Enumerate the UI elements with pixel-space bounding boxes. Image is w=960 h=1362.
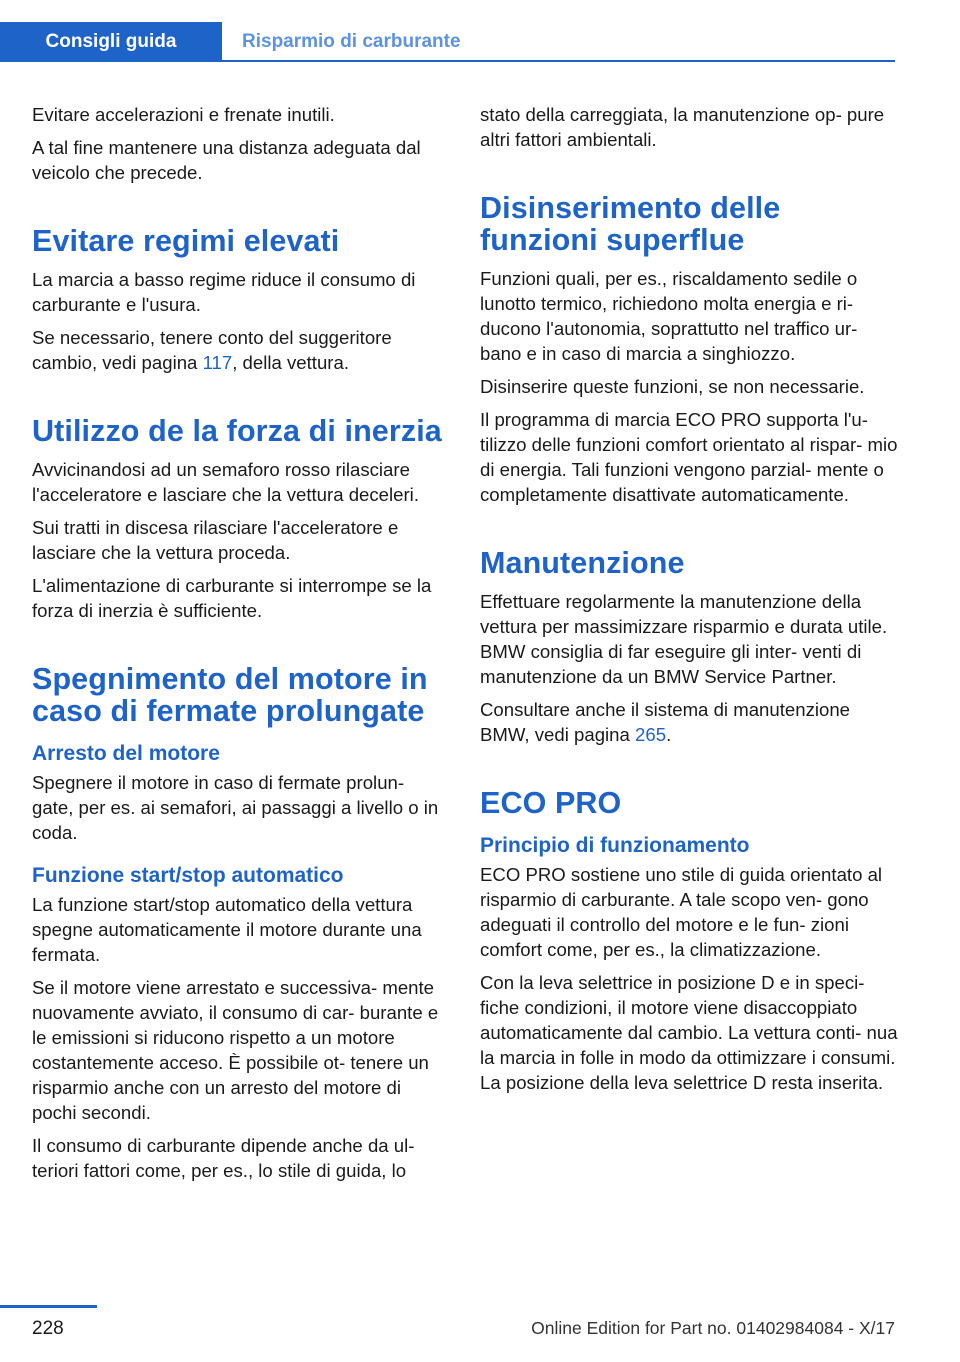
page-number: 228	[32, 1318, 64, 1339]
paragraph: La marcia a basso regime riduce il consumo di carburante e l'usura.	[32, 269, 416, 315]
paragraph: La funzione start/stop automatico della vettura spegne automaticamente il motore durante una fermata.	[32, 894, 422, 965]
heading-spegnimento: Spegnimento del motore in caso di fermate prolungate	[32, 662, 428, 728]
paragraph	[480, 697, 900, 747]
page-header	[0, 22, 895, 64]
subsection-tab[interactable]: Risparmio di carburante	[242, 31, 461, 52]
paragraph: ECO PRO sostiene uno stile di guida orientato al risparmio di carburante. A tale scopo ven‐ gono adeguati il controllo del motore e le fun‐ zioni comfort come, per es., la climatizzazione.	[480, 864, 883, 960]
paragraph: L'alimentazione di carburante si interrompe se la forza di inerzia è sufficiente.	[32, 575, 432, 621]
paragraph: Avvicinandosi ad un semaforo rosso rilasciare l'acceleratore e lasciare che la vettura deceleri.	[32, 459, 419, 505]
heading-funzioni: Disinserimento delle funzioni superflue	[480, 191, 781, 257]
footer-divider	[0, 1305, 97, 1308]
paragraph: Con la leva selettrice in posizione D e in speci‐ fiche condizioni, il motore viene disaccoppiato automaticamente dal cambio. La vettura conti‐ nua la marcia in folle in modo da ottimizzare i consumi. La posizione della leva selettrice D resta inserita.	[480, 972, 898, 1093]
page-link-117[interactable]: 117	[202, 352, 233, 373]
header-divider	[0, 60, 895, 62]
heading-inerzia: Utilizzo de la forza di inerzia	[32, 414, 442, 448]
paragraph: Sui tratti in discesa rilasciare l'acceleratore e lasciare che la vettura proceda.	[32, 517, 399, 563]
paragraph: Spegnere il motore in caso di fermate prolun‐ gate, per es. ai semafori, ai passaggi a livello o in coda.	[32, 772, 439, 843]
paragraph: Se il motore viene arrestato e successiva‐ mente nuovamente avviato, il consumo di car‐ burante e le emissioni si riducono rispetto a un motore costantemente acceso. È possibile ot‐ tenere un risparmio anche con un arresto del motore di pochi secondi.	[32, 977, 439, 1123]
text: Consultare anche il sistema di manutenzione BMW, vedi pagina	[480, 699, 851, 745]
section-tab[interactable]: Consigli guida	[0, 22, 222, 62]
right-column	[480, 102, 900, 1103]
paragraph: Funzioni quali, per es., riscaldamento sedile o lunotto termico, richiedono molta energia e ri‐ ducono l'autonomia, soprattutto nel traffico ur‐ bano e in caso di marcia a singhiozzo.	[480, 268, 858, 364]
edition-note: Online Edition for Part no. 01402984084 - X/17	[531, 1318, 895, 1338]
text: Se necessario, tenere conto del suggeritore cambio, vedi pagina	[32, 327, 392, 373]
text: .	[666, 724, 672, 745]
paragraph: A tal fine mantenere una distanza adeguata dal veicolo che precede.	[32, 137, 421, 183]
paragraph	[32, 325, 447, 375]
paragraph: Evitare accelerazioni e frenate inutili.	[32, 104, 335, 125]
subheading-principio: Principio di funzionamento	[480, 834, 750, 857]
paragraph: Effettuare regolarmente la manutenzione della vettura per massimizzare risparmio e durata utile. BMW consiglia di far eseguire gli inter‐ venti di manutenzione da un BMW Service Partner.	[480, 591, 888, 687]
text: , della vettura.	[232, 352, 350, 373]
paragraph: Il programma di marcia ECO PRO supporta l'u‐ tilizzo delle funzioni comfort orientato al rispar‐ mio di energia. Tali funzioni vengono parzial‐ mente o completamente disattivate automaticamente.	[480, 409, 898, 505]
page-link-265[interactable]: 265	[635, 724, 667, 745]
heading-regimi: Evitare regimi elevati	[32, 224, 340, 258]
subheading-arresto: Arresto del motore	[32, 742, 220, 765]
subheading-startstop: Funzione start/stop automatico	[32, 864, 344, 887]
heading-ecopro: ECO PRO	[480, 786, 622, 820]
paragraph: Il consumo di carburante dipende anche da ul‐ teriori fattori come, per es., lo stile di guida, lo	[32, 1135, 415, 1181]
paragraph: Disinserire queste funzioni, se non necessarie.	[480, 376, 865, 397]
heading-manutenzione: Manutenzione	[480, 546, 685, 580]
paragraph: stato della carreggiata, la manutenzione op‐ pure altri fattori ambientali.	[480, 104, 885, 150]
left-column	[32, 102, 447, 1191]
